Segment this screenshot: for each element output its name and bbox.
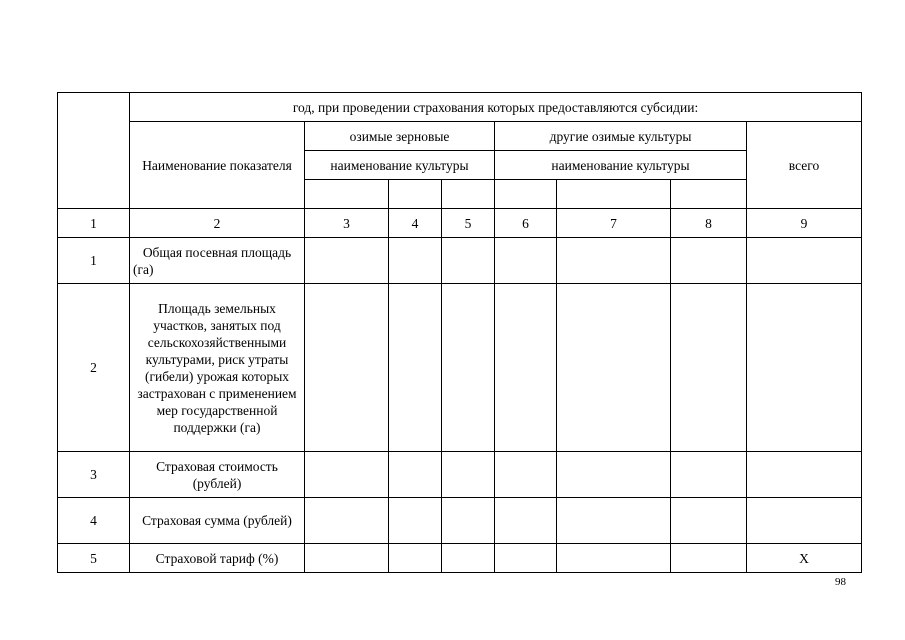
winter-grain-header: озимые зерновые <box>305 122 495 151</box>
header-blank-cell <box>58 93 130 209</box>
data-cell <box>389 284 442 452</box>
indicator-header: Наименование показателя <box>130 122 305 209</box>
data-cell <box>671 284 747 452</box>
total-cell <box>747 498 862 544</box>
header-groups-row <box>58 122 862 151</box>
data-cell <box>557 544 671 573</box>
row-label: Страховая стоимость (рублей) <box>130 452 305 498</box>
row-number: 2 <box>58 284 130 452</box>
total-cell <box>747 452 862 498</box>
table-row <box>58 544 862 573</box>
header-title-row <box>58 93 862 122</box>
data-cell <box>557 452 671 498</box>
table-row <box>58 284 862 452</box>
row-number: 3 <box>58 452 130 498</box>
crop-cell <box>671 180 747 209</box>
data-cell <box>442 284 495 452</box>
data-cell <box>442 452 495 498</box>
data-cell <box>671 544 747 573</box>
column-number: 5 <box>442 209 495 238</box>
table-row <box>58 452 862 498</box>
data-cell <box>389 452 442 498</box>
table-row <box>58 238 862 284</box>
column-number: 7 <box>557 209 671 238</box>
row-number: 5 <box>58 544 130 573</box>
column-number: 3 <box>305 209 389 238</box>
table-row <box>58 498 862 544</box>
row-label: Площадь земельных участков, занятых под сельскохозяйственными культурами, риск утраты (гибели) урожая которых застрахован с применением мер государственной поддержки (га) <box>130 284 305 452</box>
column-number: 8 <box>671 209 747 238</box>
total-cell <box>747 284 862 452</box>
data-cell <box>305 284 389 452</box>
data-cell <box>671 238 747 284</box>
crop-cell <box>557 180 671 209</box>
data-cell <box>495 238 557 284</box>
column-number: 6 <box>495 209 557 238</box>
crop-cell <box>389 180 442 209</box>
subsidy-table <box>57 92 862 573</box>
data-cell <box>442 498 495 544</box>
crop-cell <box>442 180 495 209</box>
page-number: 98 <box>835 576 846 588</box>
data-cell <box>442 238 495 284</box>
total-header: всего <box>747 122 862 209</box>
data-cell <box>557 498 671 544</box>
data-cell <box>305 452 389 498</box>
data-cell <box>389 498 442 544</box>
data-cell <box>495 284 557 452</box>
data-cell <box>671 498 747 544</box>
row-number: 4 <box>58 498 130 544</box>
column-number: 2 <box>130 209 305 238</box>
data-cell <box>671 452 747 498</box>
data-cell <box>305 498 389 544</box>
data-cell <box>557 238 671 284</box>
total-cell <box>747 238 862 284</box>
data-cell <box>557 284 671 452</box>
data-cell <box>495 452 557 498</box>
crop-cell <box>495 180 557 209</box>
data-cell <box>389 544 442 573</box>
other-winter-header: другие озимые культуры <box>495 122 747 151</box>
data-cell <box>305 544 389 573</box>
crop-name-header: наименование культуры <box>305 151 495 180</box>
column-number: 9 <box>747 209 862 238</box>
data-cell <box>389 238 442 284</box>
column-numbers-row <box>58 209 862 238</box>
column-number: 4 <box>389 209 442 238</box>
crop-cell <box>305 180 389 209</box>
total-cell: X <box>747 544 862 573</box>
crop-name-header: наименование культуры <box>495 151 747 180</box>
row-label: Страховой тариф (%) <box>130 544 305 573</box>
row-label: Общая посевная площадь (га) <box>130 238 305 284</box>
data-cell <box>495 498 557 544</box>
row-label: Страховая сумма (рублей) <box>130 498 305 544</box>
row-number: 1 <box>58 238 130 284</box>
column-number: 1 <box>58 209 130 238</box>
table-title: год, при проведении страхования которых предоставляются субсидии: <box>130 93 862 122</box>
data-cell <box>442 544 495 573</box>
data-cell <box>305 238 389 284</box>
data-cell <box>495 544 557 573</box>
